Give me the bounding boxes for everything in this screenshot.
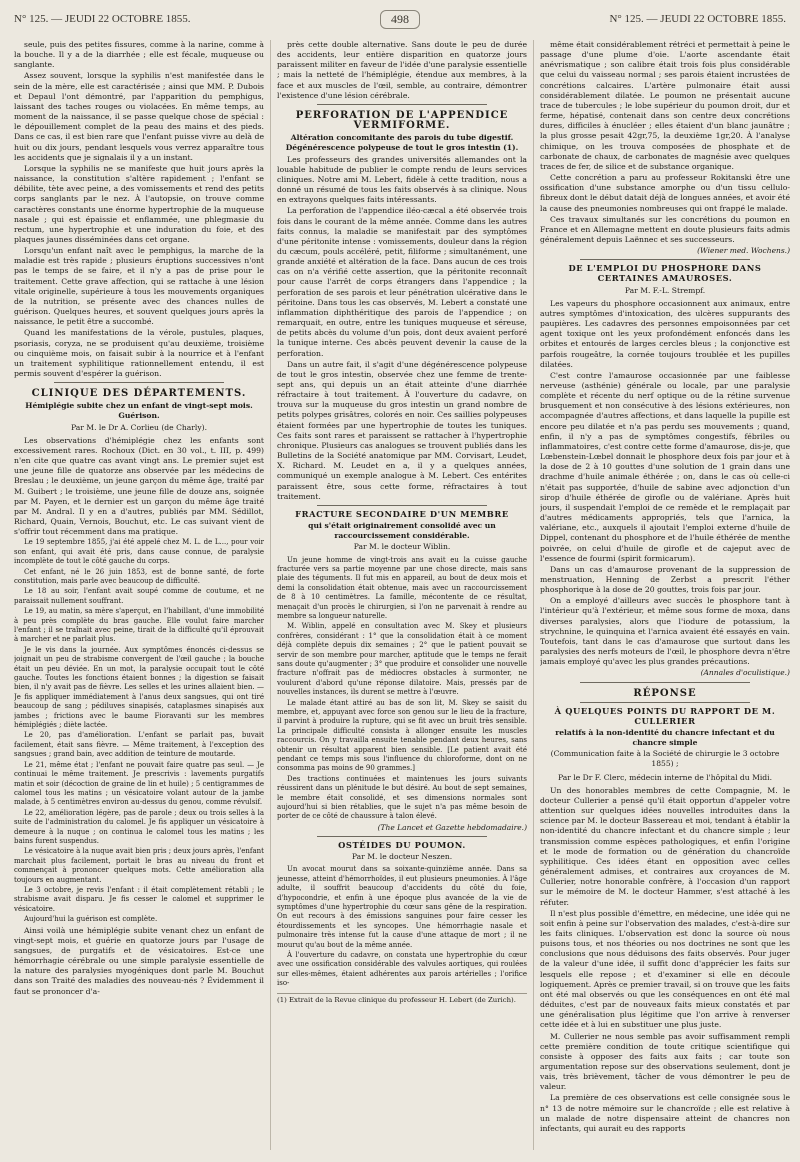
paragraph: La première de ces observations est celle consignée sous le n° 13 de notre mémoire sur le chancroïde ; elle est relative à un malade de notre dispensaire atteint de chancres non infectants, qui aurait eu des rapports [540,1093,790,1133]
article-title: OSTÉIDES DU POUMON. [338,840,466,851]
paragraph: Lorsqu'un enfant naît avec le pemphigus, la marche de la maladie est très rapide ; plusieurs éruptions successives n'ont pas le temps de se faire, et il n'y a pas de prise pour le traitement. Cette grave affection, qui se rattache à une lésion vitale originelle, supérieure à tous les mouvements organiques de la nutrition, se présente avec des chances nulles de guérison. Quelques heures, et souvent quelques jours après la naissance, le petit être a succombé. [14,246,264,327]
case-paragraph: Aujourd'hui la guérison est complète. [24,915,158,924]
paragraph: Les professeurs des grandes universités allemandes ont la louable habitude de publier le compte rendu de leurs services cliniques. Notre ami M. Lebert, fidèle à cette tradition, nous a donné un résumé de tous les faits observés à sa clinique. Nous en extrayons quelques faits intéressants. [277,154,527,205]
column-divider [270,40,271,1150]
article-subtitle: Altération concomitante des parois du tube digestif. Dégénérescence polypeuse de tout le gros intestin (1). [285,133,519,153]
column-2 [277,40,527,1152]
case-paragraph: Le 20, pas d'amélioration. L'enfant se parlait pas, buvait facilement, était sans fièvre. — Même traitement, à l'exception des sangsues ; grand bain, avec addition de teinture de moutarde. [14,731,264,759]
section-rule [317,505,487,506]
paragraph: Lorsque la syphilis ne se manifeste que huit jours après la naissance, la constitution s'altère rapidement ; l'enfant se débilite, tète avec peine, a des vomissements et rend des petits corps sanglants par le nez. À l'autopsie, on trouve comme caractères constants une énorme hypertrophie de la muqueuse nasale ; qui est épaissie et enflammée, une phlegmasie du rectum, une hypertrophie et une induration du foie, et des plaques jaunes disséminées dans cet organe. [14,163,264,244]
article-byline: Par le Dr F. Clerc, médecin interne de l'hôpital du Midi. [557,772,773,782]
column-divider [533,40,534,1150]
header-right: N° 125. — JEUDI 22 OCTOBRE 1855. [609,13,786,25]
article-byline: Par M. le docteur Neszen. [351,852,453,862]
section-rule [317,104,487,105]
paragraph: seule, puis des petites fissures, comme à la narine, comme à la bouche. Il y a de la diarrhée ; elle est fécale, muqueuse ou sanglante. [14,40,264,70]
paragraph: M. Cullerier ne nous semble pas avoir suffisamment rempli cette première condition de toute critique scientifique qui consiste à opposer des faits aux faits ; car toute son argumentation repose sur des observations seulement, dont je vais, très brièvement, tâcher de vous démontrer le peu de valeur. [540,1031,790,1092]
case-paragraph: Le vésicatoire à la nuque avait bien pris ; deux jours après, l'enfant marchait plus facilement, portait le bras au niveau du front et commençait à prononcer quelques mots. Cette amélioration alla toujours en augmentant. [14,847,264,884]
section-rule [580,682,750,683]
section-title: RÉPONSE [633,687,697,699]
section-title: PERFORATION DE L'APPENDICE VERMIFORME. [295,109,509,132]
source-citation: (The Lancet et Gazette hebdomadaire.) [377,822,527,832]
paragraph: Cette concrétion a paru au professeur Rokitanski être une ossification d'une substance amorphe ou d'un tissu cellulo-fibreux dont le début datait déjà de longues années, et avoir été la cause des pneumonies nombreuses qui ont frappé le malade. [540,173,790,213]
header-left: N° 125. — JEUDI 22 OCTOBRE 1855. [14,13,191,25]
column-1 [14,40,264,1152]
paragraph: Quand les manifestations de la vérole, pustules, plaques, psoriasis, coryza, ne se produisent qu'au deuxième, troisième ou cinquième mois, on faisait subir à la nourrice et à l'enfant un traitement syphilitique rationnellement entendu, il est permis souvent d'espérer la guérison. [14,328,264,378]
section-rule [54,382,224,383]
article-byline: (Communication faite à la Société de chirurgie le 3 octobre 1855) ; [550,749,780,769]
paragraph: Il n'est plus possible d'émettre, en médecine, une idée qui ne soit enfin à peine sur l'observation des malades, c'est-à-dire sur les faits cliniques. L'observation est donc la source où nous puisons tous, et nos théories ou nos doctrines ne sont que les conclusions que nous déduisons des faits observés. Pour juger de la valeur d'une idée, il suffit donc d'apprécier les faits sur lesquels elle repose ; et d'examiner si elle en découle logiquement. Après ce premier travail, si on trouve que les faits ont été mal observés ou que les conséquences en ont été mal déduites, c'est par de nouveaux faits mieux constatés et par une généralisation plus légitime que l'on arrive à renverser cette idée et à lui en substituer une plus juste. [540,908,790,1030]
section-title: CLINIQUE DES DÉPARTEMENTS. [31,388,247,400]
article-title: À QUELQUES POINTS DU RAPPORT DE M. CULLERIER [554,705,776,726]
paragraph: Les observations d'hémiplégie chez les enfants sont excessivement rares. Rochoux (Dict. en 30 vol., t. III, p. 499) n'en cite que quatre cas avant vingt ans. Le premier sujet est une jeune fille de quatorze ans observée par les médecins de Breslau ; le deuxième, un jeune garçon du même âge, traité par M. Guibert ; le troisième, une jeune fille de douze ans, soignée par M. Payen, et le dernier est un garçon du même âge traité par M. Andral. Il y en a d'autres, publiés par MM. Sédillot, Richard, Quain, Vernois, Bouchut, etc. Le cas suivant vient de s'offrir tout récemment dans ma pratique. [14,435,264,537]
page-number: 498 [380,10,420,29]
paragraph: Ainsi voilà une hémiplégie subite venant chez un enfant de vingt-sept mois, et guérie en quatorze jours par l'usage de sangsues, de purgatifs et de vésicatoires. Est-ce une hémorrhagie cérébrale ou une simple paralysie essentielle de la nature des paralysies myogéniques dont parle M. Bouchut dans son Traité des maladies des nouveau-nés ? Évidemment il faut se prononcer d'a- [14,925,264,996]
paragraph: La perforation de l'appendice iléo-cæcal a été observée trois fois dans le courant de la même année. Comme dans les autres faits connus, la maladie se manifestait par des symptômes d'une péritonite intense : vomissements, douleur dans la région du cæcum, pouls accéléré, petit, filiforme ; simultanément, une grande anxiété et altération de la face. Dans aucun de ces trois cas on n'a vérifié cette assertion, que la péritonite reconnaît pour cause l'arrêt de corps étrangers dans l'appendice ; la perforation de ses parois et leur pénétration ulcérative dans le péritoine. Dans tous les cas observés, M. Lebert a constaté une inflammation diphthéritique des parois de l'appendice ; on remarquait, en outre, entre les tuniques muqueuse et séreuse, de petits abcès du volume d'un pois, dont deux avaient perforé la tunique interne. Ces abcès peuvent devenir la cause de la perforation. [277,206,527,358]
source-citation: (Annales d'oculistique.) [700,668,790,678]
paragraph: C'est contre l'amaurose occasionnée par une faiblesse nerveuse (asthénie) générale ou locale, par une paralysie complète et récente du nerf optique ou de la rétine survenue brusquement et non consécutive à des lésions extérieures, non accompagnée d'autres affections, et dans laquelle la pupille est encore peu dilatée et n'a pas perdu ses mouvements ; quand, enfin, il n'y a pas de symptômes congestifs, fébriles ou inflammatoires, c'est contre cette forme d'amaurose, dis-je, que Lœbenstein-Lœbel donnait le phosphore deux fois par jour et à la dose de 2 à 10 gouttes d'une solution de 1 grain dans une drachme d'huile animale éthérée ; on, dans le cas où celle-ci n'était pas supportée, d'huile de sabine avec adjonction d'un sirop d'huile éthérée de girofle ou de valériane. Après huit jours, il suspendait l'emploi de ce remède et le remplaçait par d'autres médicaments appropriés, tels que l'arnica, la valériane, etc., auxquels il ajoutait l'emploi externe d'huile de Dippel, contenant du phosphore et de l'huile éthérée de menthe poivrée, on celui d'huile de girofle et de cajeput avec de l'essence de fourmi (spirit formicarum). [540,370,790,563]
case-paragraph: Le 21, même état ; l'enfant ne pouvait faire quatre pas seul. — Je continuai le même traitement. Je prescrivis : lavements purgatifs matin et soir (décoction de graine de lin et huile) ; 5 centigrammes de calomel tous les matins ; un vésicatoire volant autour de la jambe malade, à 5 centimètres environ au-dessus du genou, comme révulsif. [14,760,264,807]
paragraph: Un des honorables membres de cette Compagnie, M. le docteur Cullerier a pensé qu'il était opportun d'appeler votre attention sur quelques idées nouvelles introduites dans la science par M. le docteur Bassereau et moi, tendant à établir la non-identité du chancre infectant et du chancre simple ; leur transmission comme espèces pathologiques, et enfin l'origine et le mode de formation ou de génération du chancroïde syphilitique. Ces idées étant en opposition avec celles généralement admises, et contraires aux croyances de M. Cullerier, notre honorable confrère, à l'occasion d'un rapport sur le mémoire de M. le docteur Hammer, s'est attaché à les réfuter. [540,785,790,907]
paragraph: Ces travaux simultanés sur les concrétions du poumon en France et en Allemagne mettent en doute plusieurs faits admis généralement depuis Laënnec et ses successeurs. [540,214,790,244]
case-paragraph: Le 19, au matin, sa mère s'aperçut, en l'habillant, d'une immobilité à peu près complète du bras gauche. Elle voulut faire marcher l'enfant ; il se traînait avec peine, tirait de la difficulté qu'il éprouvait à marcher et ne parlait plus. [14,607,264,644]
paragraph: On a employé d'ailleurs avec succès le phosphore tant à l'intérieur qu'à l'extérieur, et même sous forme de moxa, dans diverses paralysies, alors que l'iodure de potassium, la strychnine, le quinquina et l'arnica avaient été essayés en vain. Toutefois, tant dans le cas d'amaurose que surtout dans les paralysies des nerfs moteurs de l'œil, le phosphore devra n'être jamais employé qu'avec les plus grandes précautions. [540,596,790,667]
section-rule [580,702,750,703]
article-subtitle: relatifs à la non-identité du chancre infectant et du chancre simple [555,728,775,748]
article-title: DE L'EMPLOI DU PHOSPHORE DANS CERTAINES AMAUROSES. [568,263,762,284]
paragraph: Les vapeurs du phosphore occasionnent aux animaux, entre autres symptômes d'intoxication, des ulcères suppurants des paupières. Les cadavres des personnes empoisonnées par cet agent toxique ont les yeux profondément enfoncés dans les orbites et entourés de larges cercles bleus ; la conjonctive est parfois rougeâtre, la cornée toujours troublée et les pupilles dilatées. [540,298,790,369]
page-header [14,6,786,32]
article-byline: Par M. le Dr A. Corlieu (de Charly). [70,422,208,432]
case-paragraph: Le malade étant attiré au bas de son lit, M. Skey se saisit du membre, et, appuyant avec force son genou sur le lieu de la fracture, il parvint à produire la rupture, qui se fit avec un bruit très sensible. La principale difficulté consista à allonger ensuite les muscles raccourcis. On y travailla ensuite tenable pendant deux heures, sans obtenir un résultat apparent bien sensible. [Le patient avait été pendant ce temps mis sous l'influence du chloroforme, dont on ne consomma pas moins de 90 grammes.] [277,698,527,773]
case-paragraph: À l'ouverture du cadavre, on constata une hypertrophie du cœur avec une ossification considérable des valvules aortiques, qui roulées sur elles-mêmes, étaient adhérentes aux parois artérielles ; l'orifice iso- [277,951,527,988]
section-rule [580,259,750,260]
case-paragraph: Un avocat mourut dans sa soixante-quinzième année. Dans sa jeunesse, atteint d'hémorrhoïdes, il eut plusieurs pneumonies. À l'âge adulte, il souffrit beaucoup d'accidents du côté du foie, d'hypocondrie, et enfin à une époque plus avancée de la vie de symptômes d'une hypertrophie du cœur sans gêne de la respiration. On eut recours à des émissions sanguines pour faire cesser les étourdissements et les syncopes. Une hémorrhagie nasale et pulmonaire très intense fut la cause d'une attaque de mort ; il ne mourut qu'au bout de la même année. [277,865,527,949]
section-rule [317,836,487,837]
paragraph: près cette double alternative. Sans doute le peu de durée des accidents, leur entière disparition en quatorze jours paraissent militer en faveur de l'idée d'une paralysie essentielle ; mais la netteté de l'hémiplégie, étendue aux membres, à la face et aux muscles de l'œil, semble, au contraire, démontrer l'existence d'une lésion cérébrale. [277,40,527,100]
case-paragraph: Le 19 septembre 1855, j'ai été appelé chez M. L. de L..., pour voir son enfant, qui avait été pris, dans cause connue, de paralysie incomplète de tout le côté gauche du corps. [14,538,264,566]
paragraph: Dans un autre fait, il s'agit d'une dégénérescence polypeuse de tout le gros intestin, observée chez une femme de trente-sept ans, qui depuis un an était atteinte d'une diarrhée réfractaire à tout traitement. À l'ouverture du cadavre, on trouva sur la muqueuse du gros intestin un grand nombre de petits polypes grisâtres, colorés en noir. Ces saillies polypeuses étaient formées par une hypertrophie de toutes les tuniques. Ces faits sont rares et paraissent se rattacher à l'hypertrophie chronique. Plusieurs cas analogues se trouvent publiés dans les Bulletins de la Société anatomique par MM. Corvisart, Leudet, X. Richard. M. Leudet en a, il y a quelques années, communiqué un exemple analogue à M. Lebert. Ces entérites paraissent être, sous cette forme, réfractaires à tout traitement. [277,359,527,501]
source-citation: (Wiener med. Wochens.) [697,246,790,256]
case-paragraph: Je le vis dans la journée. Aux symptômes énoncés ci-dessus se joignait un peu de strabisme convergent de l'œil gauche ; la bouche était un peu déviée. En un mot, la paralysie occupait tout le côté gauche. Toutes les fonctions étaient bonnes ; la digestion se faisait bien, il n'y avait pas de fièvre. Les selles et les urines allaient bien. — Je fis appliquer immédiatement à l'anus deux sangsues, qui ont tiré beaucoup de sang ; pédiluves sinapisés, cataplasmes sinapisés aux jambes ; frictions avec le baume Fioravanti sur les membres hémiplégiés ; diète lactée. [14,645,264,730]
paragraph: Dans un cas d'amaurose provenant de la suppression de menstruation, Henning de Zerbst a prescrit l'éther phosphorique à la dose de 20 gouttes, trois fois par jour. [540,564,790,595]
article-subtitle: Hémiplégie subite chez un enfant de vingt-sept mois. Guérison. [25,401,253,421]
article-byline: Par M. le docteur Wiblin. [353,542,451,552]
paragraph: Assez souvent, lorsque la syphilis n'est manifestée dans le sein de la mère, elle est caractérisée ; ainsi que MM. P. Dubois et Depaul l'ont démontré, par l'apparition du pemphigus, laissant des taches rouges ou violacées. En même temps, au moment de la naissance, il se passe quelque chose de spécial : le dépouillement complet de la peau des mains et des pieds. Dans ce cas, il est bien rare que l'enfant puisse vivre au delà de huit ou dix jours, pendant lesquels vous verrez apparaître tous les accidents que je signalais il y a un instant. [14,71,264,162]
case-paragraph: Des tractions continuées et maintenues les jours suivants réussirent dans un plénitude le but désiré. Au bout de sept semaines, le membre était consolidé, et ses dimensions normales sont aujourd'hui si bien rétablies, que le sujet n'a pas même besoin de porter de ce côté de chaussure à talon élevé. [277,774,527,821]
article-title: FRACTURE SECONDAIRE D'UN MEMBRE [295,508,509,519]
case-paragraph: Le 18 au soir, l'enfant avait soupé comme de coutume, et ne paraissait nullement souffrant. [14,587,264,605]
article-subtitle: qui s'était originairement consolidé avec un raccourcissement considérable. [308,521,496,541]
case-paragraph: Cet enfant, né le 26 juin 1853, est de bonne santé, de forte constitution, mais parle avec beaucoup de difficulté. [14,567,264,585]
column-3 [540,40,790,1152]
footnote: (1) Extrait de la Revue clinique du professeur H. Lebert (de Zurich). [277,993,527,1005]
case-paragraph: Le 3 octobre, je revis l'enfant : il était complètement rétabli ; le strabisme avait disparu. Je fis cesser le calomel et supprimer le vésicatoire. [14,885,264,913]
case-paragraph: Un jeune homme de vingt-trois ans avait eu la cuisse gauche fracturée vers sa partie moyenne par une chose directe, mais sans plaie des téguments. Il fut mis en appareil, au bout de deux mois et demi la consolidation était obtenue, mais avec un raccourcissement de 8 à 10 centimètres. La famille, mécontente de ce résultat, menaçait d'un procès le chirurgien, si l'on ne parvenait à rendre au membre sa longueur naturelle. [277,555,527,620]
case-paragraph: Le 22, amélioration légère, pas de parole ; deux ou trois selles à la suite de l'administration du calomel. Je fis appliquer un vésicatoire à demeure à la nuque ; on continua le calomel tous les matins ; les bains furent suspendus. [14,808,264,845]
paragraph: même était considérablement rétréci et permettait à peine le passage d'une plume d'oie. L'aorte ascendante était anévrismatique ; son calibre était trois fois plus considérable que celui du vaisseau normal ; ses parois étaient incrustées de concrétions calcaires. L'artère pulmonaire était aussi considérablement dilatée. Le poumon ne présentait aucune trace de tubercules ; le lobe supérieur du poumon droit, dur et ferme, hépatisé, contenait dans son centre deux concrétions dures, difficiles à énucléer ; elles étaient d'un blanc jaunâtre ; la plus grosse pesait 42gr,75, la deuxième 1gr,20. À l'analyse chimique, on les trouva composées de phosphate et de carbonate de chaux, de carbonates de magnésie avec quelques traces de fer, de silice et de substance organique. [540,40,790,171]
case-paragraph: M. Wiblin, appelé en consultation avec M. Skey et plusieurs confrères, considérant : 1° que la consolidation était à ce moment déjà complète depuis dix semaines ; 2° que le patient pouvait se servir de son membre pour marcher, aptitude que le temps ne ferait sans doute qu'augmenter ; 3° que produire et consolider une nouvelle fracture n'offrait pas de médiocres obstacles à surmonter, ne voulurent d'abord qu'une réponse dilatoire. Mais, pressés par de nouvelles instances, ils durent se mettre à l'œuvre. [277,622,527,697]
article-byline: Par M. F.-L. Strempf. [624,285,706,295]
